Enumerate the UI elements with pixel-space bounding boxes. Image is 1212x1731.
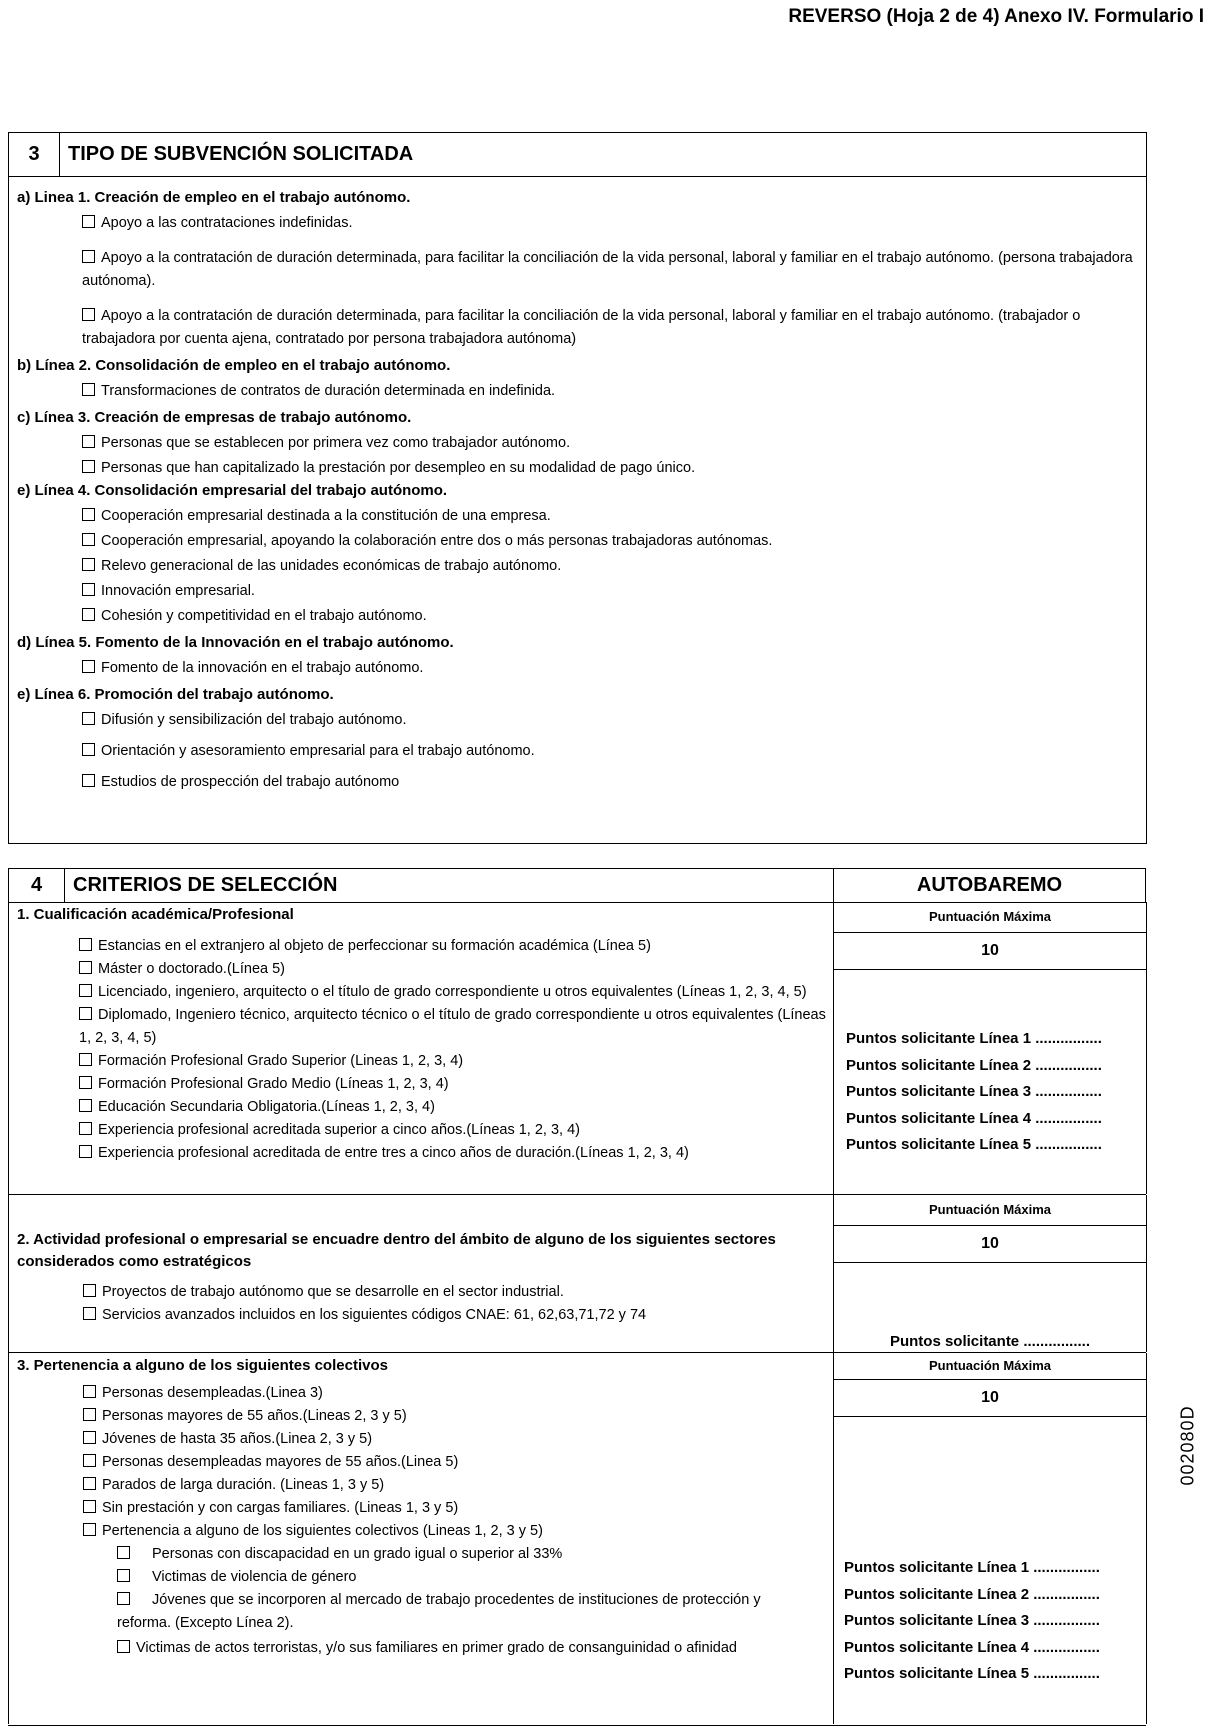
group-title: a) Linea 1. Creación de empleo en el trabajo autónomo.: [17, 189, 411, 206]
option: Innovación empresarial.: [82, 580, 1138, 603]
checkbox[interactable]: [79, 984, 92, 997]
section-4-header: [8, 869, 1146, 903]
max-score-label: Puntuación Máxima: [928, 1202, 1052, 1217]
autobaremo-3: [833, 1353, 1147, 1724]
sub-option: Personas con discapacidad en un grado igual o superior al 33%: [117, 1543, 833, 1566]
option: Cooperación empresarial destinada a la constitución de una empresa.: [82, 505, 1138, 528]
group-title: e) Línea 4. Consolidación empresarial del trabajo autónomo.: [17, 482, 448, 499]
option: Difusión y sensibilización del trabajo autónomo.: [82, 709, 1138, 732]
option: Personas desempleadas.(Linea 3): [83, 1382, 833, 1405]
option: Sin prestación y con cargas familiares. (Lineas 1, 3 y 5): [83, 1497, 833, 1520]
option: Formación Profesional Grado Superior (Lineas 1, 2, 3, 4): [79, 1050, 833, 1073]
section-3-header: [9, 133, 1146, 177]
checkbox[interactable]: [79, 938, 92, 951]
section-3-number: 3: [9, 133, 60, 176]
checkbox[interactable]: [83, 1477, 96, 1490]
points-field[interactable]: Puntos solicitante Línea 3 ................: [846, 1083, 1102, 1100]
checkbox[interactable]: [79, 1145, 92, 1158]
points-field[interactable]: Puntos solicitante Línea 2 ................: [844, 1585, 1100, 1603]
checkbox[interactable]: [83, 1500, 96, 1513]
max-score-value: 10: [834, 932, 1146, 970]
checkbox[interactable]: [117, 1640, 130, 1653]
checkbox[interactable]: [82, 608, 95, 621]
section-3-title: TIPO DE SUBVENCIÓN SOLICITADA: [68, 143, 414, 165]
checkbox[interactable]: [82, 660, 95, 673]
page-header: REVERSO (Hoja 2 de 4) Anexo IV. Formulario I: [788, 6, 1204, 27]
option: Personas mayores de 55 años.(Lineas 2, 3 y 5): [83, 1405, 833, 1428]
points-field[interactable]: Puntos solicitante Línea 5 ................: [846, 1136, 1102, 1153]
criterion-title: 1. Cualificación académica/Profesional: [17, 906, 294, 923]
checkbox[interactable]: [83, 1284, 96, 1297]
option: Personas desempleadas mayores de 55 años.(Linea 5): [83, 1451, 833, 1474]
autobaremo-2: [833, 1195, 1147, 1352]
option: Formación Profesional Grado Medio (Líneas 1, 2, 3, 4): [79, 1073, 833, 1096]
option: Experiencia profesional acreditada superior a cinco años.(Líneas 1, 2, 3, 4): [79, 1119, 833, 1142]
checkbox[interactable]: [82, 774, 95, 787]
checkbox[interactable]: [83, 1431, 96, 1444]
section-criterios-seleccion: [8, 868, 1146, 1726]
option: Fomento de la innovación en el trabajo autónomo.: [82, 657, 1138, 680]
checkbox[interactable]: [82, 250, 95, 263]
option: Cooperación empresarial, apoyando la colaboración entre dos o más personas trabajadoras autónomas.: [82, 530, 1138, 553]
checkbox[interactable]: [79, 1053, 92, 1066]
checkbox[interactable]: [82, 460, 95, 473]
checkbox[interactable]: [82, 215, 95, 228]
max-score-label: Puntuación Máxima: [928, 909, 1052, 924]
checkbox[interactable]: [82, 583, 95, 596]
max-score-label: Puntuación Máxima: [928, 1358, 1052, 1373]
max-score-value: 10: [834, 1379, 1146, 1417]
option: Educación Secundaria Obligatoria.(Líneas 1, 2, 3, 4): [79, 1096, 833, 1119]
checkbox[interactable]: [83, 1385, 96, 1398]
option: Apoyo a la contratación de duración determinada, para facilitar la conciliación de la vida personal, laboral y familiar en el trabajo autónomo. (trabajador o trabajadora por cuenta ajena, contratado por persona trabajadora autónoma): [82, 308, 1081, 347]
option: Cohesión y competitividad en el trabajo autónomo.: [82, 605, 1138, 628]
option: Personas que se establecen por primera vez como trabajador autónomo.: [82, 432, 1138, 455]
sub-option: Jóvenes que se incorporen al mercado de trabajo procedentes de instituciones de protección y reforma. (Excepto Línea 2).: [117, 1592, 761, 1631]
checkbox[interactable]: [83, 1523, 96, 1536]
option: Diplomado, Ingeniero técnico, arquitecto técnico o el título de grado correspondiente u otros equivalentes (Líneas 1, 2, 3, 4, 5): [79, 1007, 826, 1046]
section-3-body: [9, 177, 1146, 794]
max-score-value: 10: [834, 1225, 1146, 1263]
checkbox[interactable]: [117, 1592, 130, 1605]
option: Apoyo a la contratación de duración determinada, para facilitar la conciliación de la vida personal, laboral y familiar en el trabajo autónomo. (persona trabajadora autónoma).: [82, 250, 1133, 289]
option: Estancias en el extranjero al objeto de perfeccionar su formación académica (Línea 5): [79, 935, 833, 958]
checkbox[interactable]: [82, 435, 95, 448]
option: Licenciado, ingeniero, arquitecto o el título de grado correspondiente u otros equivalentes (Líneas 1, 2, 3, 4, 5): [79, 981, 833, 1004]
points-field[interactable]: Puntos solicitante Línea 4 ................: [844, 1638, 1100, 1656]
option: Apoyo a las contrataciones indefinidas.: [82, 212, 1138, 235]
checkbox[interactable]: [82, 712, 95, 725]
checkbox[interactable]: [82, 558, 95, 571]
group-title: c) Línea 3. Creación de empresas de trabajo autónomo.: [17, 409, 412, 426]
points-field[interactable]: Puntos solicitante Línea 2 ................: [846, 1056, 1102, 1074]
checkbox[interactable]: [83, 1454, 96, 1467]
group-title: d) Línea 5. Fomento de la Innovación en el trabajo autónomo.: [17, 634, 454, 651]
points-field[interactable]: Puntos solicitante Línea 5 ................: [844, 1665, 1100, 1682]
option: Transformaciones de contratos de duración determinada en indefinida.: [82, 380, 1138, 403]
option: Relevo generacional de las unidades económicas de trabajo autónomo.: [82, 555, 1138, 578]
checkbox[interactable]: [83, 1408, 96, 1421]
points-field[interactable]: Puntos solicitante Línea 4 ................: [846, 1109, 1102, 1127]
points-field[interactable]: Puntos solicitante ................: [889, 1333, 1091, 1350]
autobaremo-1: [833, 902, 1147, 1194]
option: Pertenencia a alguno de los siguientes colectivos (Lineas 1, 2, 3 y 5): [83, 1520, 833, 1543]
option: Proyectos de trabajo autónomo que se desarrolle en el sector industrial.: [83, 1281, 833, 1304]
document-code: 002080D: [1177, 1405, 1198, 1486]
criterion-title: 2. Actividad profesional o empresarial se encuadre dentro del ámbito de alguno de los siguientes sectores considerados como estratégicos: [17, 1231, 776, 1270]
checkbox[interactable]: [79, 1122, 92, 1135]
section-4-title: CRITERIOS DE SELECCIÓN: [65, 869, 834, 902]
checkbox[interactable]: [82, 533, 95, 546]
checkbox[interactable]: [117, 1546, 130, 1559]
checkbox[interactable]: [82, 508, 95, 521]
option: Personas que han capitalizado la prestación por desempleo en su modalidad de pago único.: [82, 457, 1138, 480]
option: Orientación y asesoramiento empresarial para el trabajo autónomo.: [82, 740, 1138, 763]
option: Experiencia profesional acreditada de entre tres a cinco años de duración.(Líneas 1, 2, 3, 4): [79, 1142, 833, 1165]
section-4-number: 4: [9, 869, 65, 902]
criterion-1: [8, 902, 833, 1194]
section-tipo-subvencion: [8, 132, 1147, 844]
points-field[interactable]: Puntos solicitante Línea 1 ................: [844, 1559, 1100, 1576]
checkbox[interactable]: [82, 308, 95, 321]
group-title: b) Línea 2. Consolidación de empleo en el trabajo autónomo.: [17, 357, 451, 374]
checkbox[interactable]: [79, 961, 92, 974]
checkbox[interactable]: [82, 743, 95, 756]
autobaremo-heading: AUTOBAREMO: [916, 874, 1063, 896]
checkbox[interactable]: [83, 1307, 96, 1320]
points-field[interactable]: Puntos solicitante Línea 3 ................: [844, 1612, 1100, 1629]
checkbox[interactable]: [79, 1076, 92, 1089]
option: Parados de larga duración. (Lineas 1, 3 y 5): [83, 1474, 833, 1497]
option: Servicios avanzados incluidos en los siguientes códigos CNAE: 61, 62,63,71,72 y 74: [83, 1304, 833, 1327]
checkbox[interactable]: [79, 1099, 92, 1112]
sub-option: Victimas de actos terroristas, y/o sus familiares en primer grado de consanguinidad o afinidad: [117, 1637, 833, 1660]
criterion-3: [8, 1353, 833, 1724]
checkbox[interactable]: [82, 383, 95, 396]
checkbox[interactable]: [79, 1007, 92, 1020]
criterion-title: 3. Pertenencia a alguno de los siguientes colectivos: [17, 1357, 388, 1374]
points-field[interactable]: Puntos solicitante Línea 1 ................: [846, 1030, 1102, 1047]
option: Jóvenes de hasta 35 años.(Linea 2, 3 y 5): [83, 1428, 833, 1451]
group-title: e) Línea 6. Promoción del trabajo autónomo.: [17, 686, 334, 703]
criterion-2: [8, 1195, 833, 1352]
checkbox[interactable]: [117, 1569, 130, 1582]
option: Máster o doctorado.(Línea 5): [79, 958, 833, 981]
sub-option: Victimas de violencia de género: [117, 1566, 833, 1589]
option: Estudios de prospección del trabajo autónomo: [82, 771, 1138, 794]
